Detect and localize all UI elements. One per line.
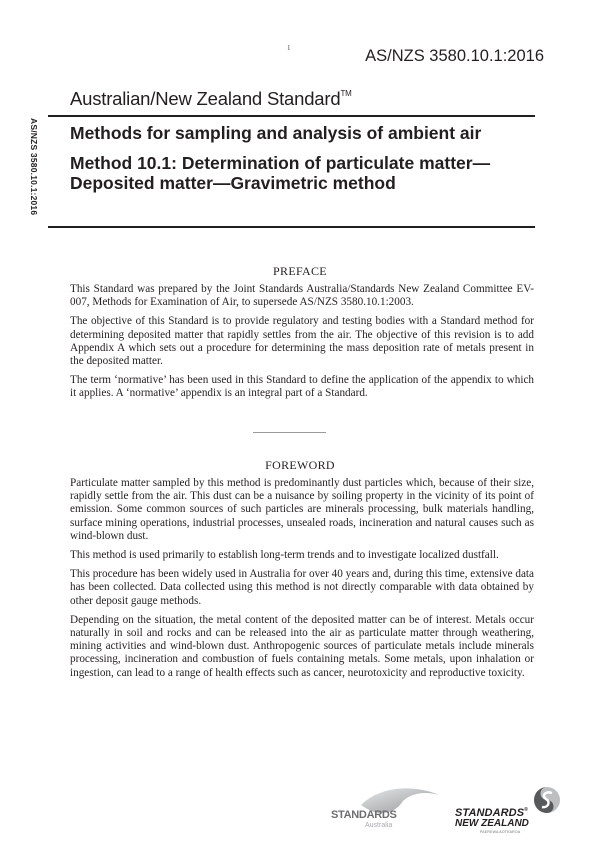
standards-nz-s-emblem-icon	[532, 785, 562, 815]
standards-australia-sub: Australia	[365, 822, 393, 829]
title-rule-top	[48, 115, 535, 117]
standards-nz-maori-name: PAEREWA AOTEAROA	[480, 830, 521, 834]
side-document-code-text: AS/NZS 3580.10.1:2016	[29, 118, 39, 216]
standards-nz-name-2: NEW ZEALAND	[455, 818, 529, 829]
standards-australia-logo	[331, 785, 441, 830]
foreword-paragraph: This method is used primarily to establish long-term trends and to investigate localized dustfall.	[70, 549, 499, 562]
title-line-2: Method 10.1: Determination of particulate matter—Deposited matter—Gravimetric method	[70, 153, 491, 193]
preface-paragraph: This Standard was prepared by the Joint Standards Australia/Standards New Zealand Committee EV-007, Methods for Examination of Air, to supersede AS/NZS 3580.10.1:2003.	[70, 283, 534, 309]
foreword-paragraph: Depending on the situation, the metal content of the deposited matter can be of interest. Metals occur naturally in soil and rocks and can be released into the air as particulate matter through weathering, mining activities and wind-blown dust. Anthropogenic sources of particulate metals include minerals processing, incineration and combustion of fuels containing metals. Some metals, upon inhalation or ingestion, can lead to a range of health effects such as cancer, neurotoxicity and reproductive toxicity.	[70, 613, 534, 679]
standards-nz-name-text: STANDARDS	[455, 807, 525, 819]
preface-paragraph: The objective of this Standard is to provide regulatory and testing bodies with a Standard method for determining deposited matter that rapidly settles from the air. The objective of this revision is to add Appendix A which sets out a procedure for determining the mass deposition rate of metals present in the deposited matter.	[70, 315, 534, 368]
section-separator	[253, 432, 326, 433]
foreword-paragraph: Particulate matter sampled by this method is predominantly dust particles which, because of their size, rapidly settle from the air. This dust can be a nuisance by soiling property in the vicinity of its point of emission. Some common sources of such particles are minerals processing, bulk materials handling, surface mining operations, industrial processes, unsealed roads, incineration and natural causes such as wind-blown dust.	[70, 477, 534, 542]
preface-body	[70, 283, 534, 407]
document-code: AS/NZS 3580.10.1:2016	[365, 47, 544, 65]
trademark-symbol: TM	[340, 89, 352, 98]
registered-mark: ®	[524, 807, 528, 813]
preface-paragraph: The term ‘normative’ has been used in this Standard to define the application of the appendix to which it applies. A ‘normative’ appendix is an integral part of a Standard.	[70, 374, 534, 400]
title-line-1: Methods for sampling and analysis of ambient air	[70, 123, 482, 143]
foreword-body	[70, 477, 534, 686]
standards-australia-name: STANDARDS	[331, 809, 397, 821]
document-title	[70, 123, 530, 193]
preface-heading: PREFACE	[273, 264, 327, 278]
standards-new-zealand-logo	[455, 785, 565, 835]
standard-title-text: Australian/New Zealand Standard	[70, 88, 341, 109]
side-document-code	[29, 118, 41, 222]
page-number: 1	[287, 44, 291, 52]
foreword-heading: FOREWORD	[265, 458, 335, 472]
title-rule-bottom	[48, 226, 535, 228]
foreword-paragraph: This procedure has been widely used in Australia for over 40 years and, during this time, extensive data has been collected. Data collected using this method is not directly comparable with data obtained by other deposit gauge methods.	[70, 568, 534, 607]
standard-title	[70, 88, 352, 110]
